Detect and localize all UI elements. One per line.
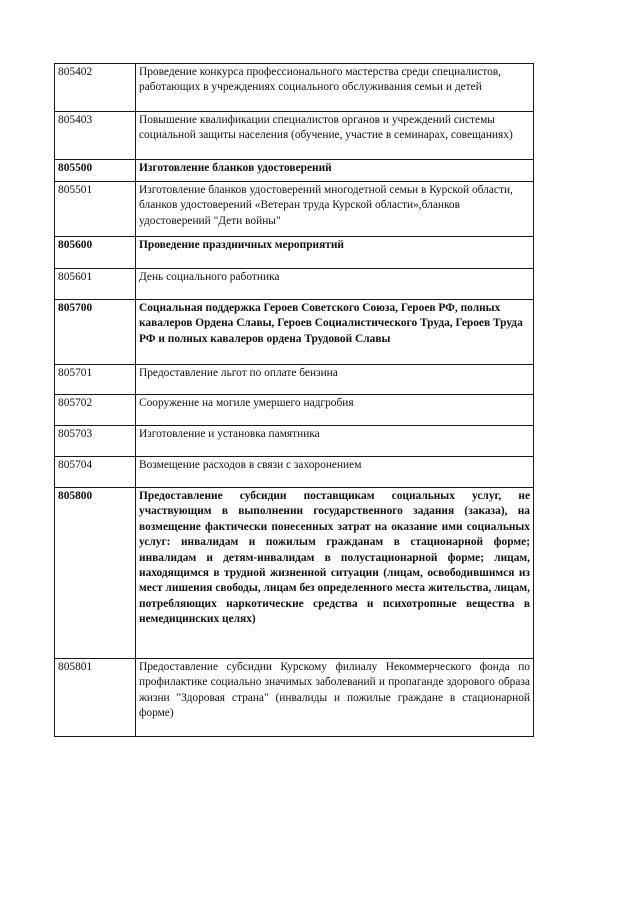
row-code: 805501 — [55, 182, 136, 237]
row-code: 805701 — [55, 365, 136, 395]
row-description: Возмещение расходов в связи с захоронением — [136, 457, 534, 488]
row-description: Предоставление субсидии поставщикам социальных услуг, не участвующим в выполнении государственного задания (заказа), на возмещение фактически понесенных затрат на оказание ими социальных услуг: инвалидам и пожилым гражданам в стационарной форме; инвалидам и детям-инвалидам в полустационарной форме; лицам, находящимся в трудной жизненной ситуации (лицам, освободившимся из мест лишения свободы, лицам без определенного места жительства, лицам, потребляющих наркотические средства и психотропные вещества в немедицинских целях) — [136, 488, 534, 659]
row-description: Проведение праздничных мероприятий — [136, 237, 534, 269]
table-row — [55, 457, 534, 488]
table-row — [55, 112, 534, 160]
row-description: Сооружение на могиле умершего надгробия — [136, 395, 534, 426]
row-code: 805500 — [55, 160, 136, 182]
row-code: 805801 — [55, 659, 136, 737]
row-description: Изготовление бланков удостоверений многодетной семьи в Курской области, бланков удостоверений «Ветеран труда Курской области»,бланков удостоверений "Дети войны" — [136, 182, 534, 237]
table-row — [55, 237, 534, 269]
row-code: 805402 — [55, 64, 136, 112]
table-row — [55, 659, 534, 737]
table-row — [55, 365, 534, 395]
row-description: Изготовление и установка памятника — [136, 426, 534, 457]
row-code: 805700 — [55, 300, 136, 365]
row-description: День социального работника — [136, 269, 534, 300]
row-description: Предоставление льгот по оплате бензина — [136, 365, 534, 395]
row-description: Изготовление бланков удостоверений — [136, 160, 534, 182]
table-row — [55, 488, 534, 659]
row-code: 805704 — [55, 457, 136, 488]
table-row — [55, 395, 534, 426]
row-description: Предоставление субсидии Курскому филиалу Некоммерческого фонда по профилактике социально значимых заболеваний и пропаганде здорового образа жизни "Здоровая страна" (инвалиды и пожилые граждане в стационарной форме) — [136, 659, 534, 737]
budget-classification-table — [54, 63, 534, 737]
row-code: 805702 — [55, 395, 136, 426]
table-row — [55, 182, 534, 237]
table-row — [55, 64, 534, 112]
table-row — [55, 160, 534, 182]
row-code: 805403 — [55, 112, 136, 160]
table-row — [55, 426, 534, 457]
table-row — [55, 269, 534, 300]
row-description: Социальная поддержка Героев Советского Союза, Героев РФ, полных кавалеров Ордена Славы, Героев Социалистического Труда, Героев Труда РФ и полных кавалеров ордена Трудовой Славы — [136, 300, 534, 365]
row-description: Проведение конкурса профессионального мастерства среди специалистов, работающих в учреждениях социального обслуживания семьи и детей — [136, 64, 534, 112]
row-code: 805600 — [55, 237, 136, 269]
table-row — [55, 300, 534, 365]
row-description: Повышение квалификации специалистов органов и учреждений системы социальной защиты населения (обучение, участие в семинарах, совещаниях) — [136, 112, 534, 160]
row-code: 805800 — [55, 488, 136, 659]
row-code: 805703 — [55, 426, 136, 457]
row-code: 805601 — [55, 269, 136, 300]
